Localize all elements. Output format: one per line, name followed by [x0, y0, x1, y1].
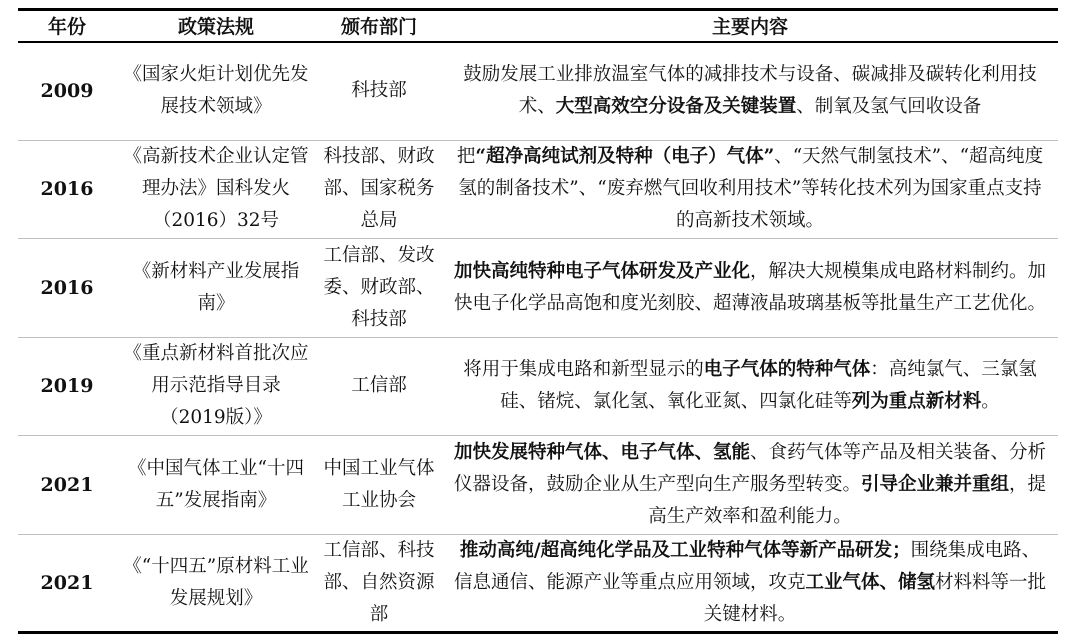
content-highlight: 工业气体、储氢 — [805, 571, 935, 593]
content-text: 把 — [456, 146, 476, 168]
cell-department: 科技部 — [316, 42, 442, 141]
content-text: ，解决大规模集成电路材料制约。加快电子化学品高饱和度光刻胶、超薄液晶玻璃基板等批量生产工艺优化。 — [453, 260, 1047, 314]
cell-department: 工信部 — [316, 337, 442, 436]
cell-policy: 《国家火炬计划优先发展技术领域》 — [116, 42, 316, 141]
header-year: 年份 — [18, 10, 116, 42]
header-department: 颁布部门 — [316, 10, 442, 42]
policy-table — [18, 8, 1058, 634]
table-row — [18, 436, 1058, 535]
content-text: 鼓励发展工业排放温室气体的减排技术与设备、碳减排及碳转化利用技术、 — [463, 64, 1037, 117]
content-text: 将用于集成电路和新型显示的 — [463, 359, 704, 381]
content-highlight: 列为重点新材料 — [851, 391, 982, 413]
content-highlight: 引导企业兼并重组 — [860, 473, 1009, 495]
table-row — [18, 42, 1058, 141]
cell-policy: 《中国气体工业“十四五”发展指南》 — [116, 436, 316, 535]
content-highlight: “超净高纯试剂及特种（电子）气体” — [475, 146, 775, 168]
cell-policy: 《“十四五”原材料工业发展规划》 — [116, 534, 316, 633]
cell-year: 2016 — [18, 239, 116, 338]
content-highlight: 加快高纯特种电子气体研发及产业化 — [453, 260, 750, 282]
cell-year: 2021 — [18, 436, 116, 535]
content-text: 。 — [981, 391, 1000, 413]
cell-year: 2021 — [18, 534, 116, 633]
table-row — [18, 337, 1058, 436]
cell-year: 2016 — [18, 140, 116, 239]
content-highlight: 推动高纯/超高纯化学品及工业特种气体等新产品研发； — [459, 539, 911, 561]
cell-department: 科技部、财政部、国家税务总局 — [316, 140, 442, 239]
table-header-row — [18, 10, 1058, 42]
cell-policy: 《重点新材料首批次应用示范指导目录（2019版）》 — [116, 337, 316, 436]
cell-content — [442, 239, 1058, 338]
content-text: 围绕集成电路、信息通信、能源产业等重点应用领域，攻克 — [453, 539, 1041, 593]
content-text: 、食药气体等产品及相关装备、分析仪器设备，鼓励企业从生产型向生产服务型转变。 — [453, 441, 1047, 495]
cell-year: 2009 — [18, 42, 116, 141]
cell-content — [442, 42, 1058, 141]
cell-policy: 《新材料产业发展指南》 — [116, 239, 316, 338]
content-text: ：高纯氯气、三氯氢硅、锗烷、氯化氢、氧化亚氮、四氯化硅等 — [500, 359, 1037, 413]
cell-department: 工信部、发改委、财政部、科技部 — [316, 239, 442, 338]
header-policy: 政策法规 — [116, 10, 316, 42]
table-row — [18, 239, 1058, 338]
content-text: 、“天然气制氢技术”、“超高纯度氢的制备技术”、“废弃燃气回收利用技术”等转化技术列为国家重点支持的高新技术领域。 — [458, 146, 1044, 232]
table-row — [18, 534, 1058, 633]
content-text: 材料料等一批关键材料。 — [703, 571, 1047, 625]
cell-content — [442, 140, 1058, 239]
content-highlight: 大型高效空分设备及关键装置 — [555, 96, 797, 117]
content-highlight: 加快发展特种气体、电子气体、氢能 — [453, 441, 750, 463]
content-text: 、制氧及氢气回收设备 — [796, 96, 982, 117]
cell-content — [442, 534, 1058, 633]
table-row — [18, 140, 1058, 239]
cell-year: 2019 — [18, 337, 116, 436]
cell-content — [442, 337, 1058, 436]
cell-department: 中国工业气体工业协会 — [316, 436, 442, 535]
cell-policy: 《高新技术企业认定管理办法》国科发火（2016）32号 — [116, 140, 316, 239]
header-content: 主要内容 — [442, 10, 1058, 42]
content-text: ，提高生产效率和盈利能力。 — [648, 473, 1047, 527]
cell-content — [442, 436, 1058, 535]
content-highlight: 电子气体的特种气体 — [703, 359, 871, 381]
cell-department: 工信部、科技部、自然资源部 — [316, 534, 442, 633]
